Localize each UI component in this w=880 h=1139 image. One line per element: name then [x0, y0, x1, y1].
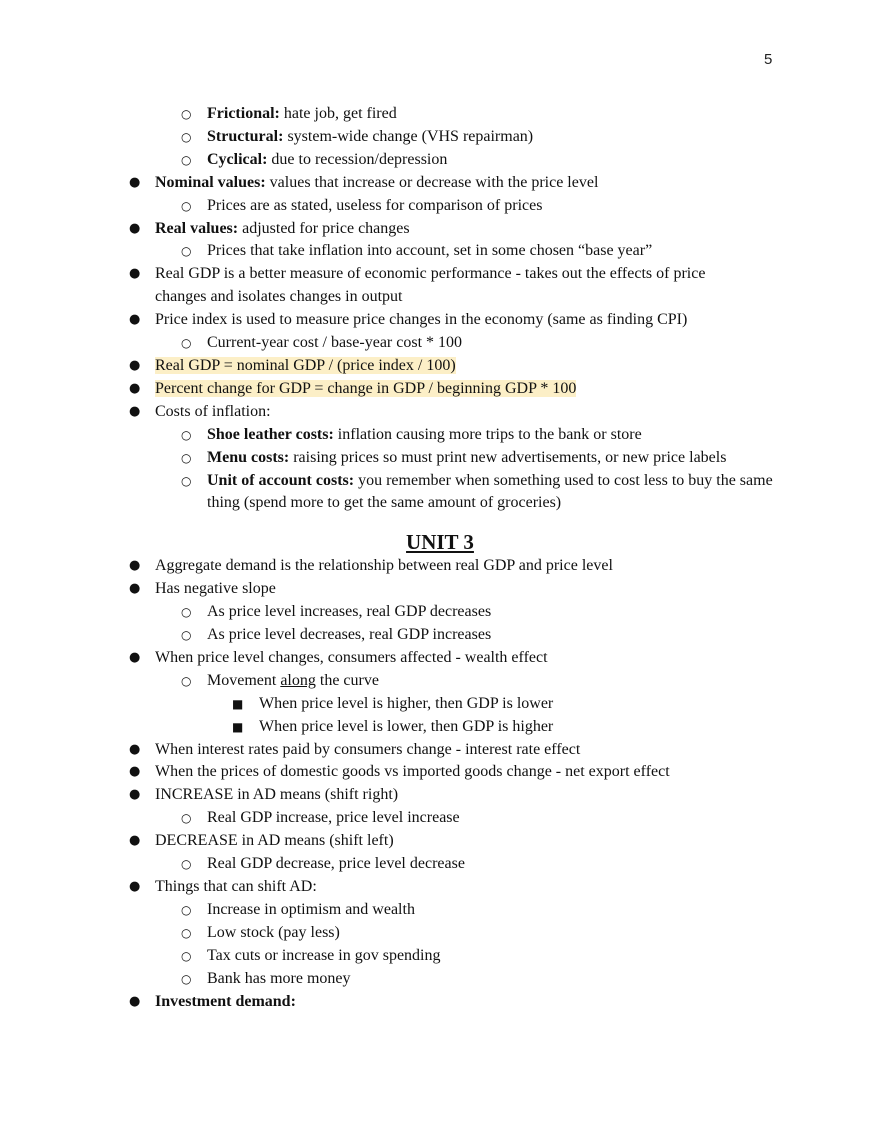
- list-item-text: [207, 901, 415, 918]
- bullet-icon: ○: [181, 857, 192, 872]
- list-item-text: [259, 718, 553, 735]
- term-label: Investment demand:: [155, 992, 296, 1010]
- bullet-icon: ○: [181, 605, 192, 620]
- list-item-text: [207, 947, 440, 964]
- bullet-icon: ○: [181, 450, 192, 465]
- list-item-text: [207, 626, 491, 643]
- page-number: 5: [764, 51, 773, 68]
- list-item-text: [155, 357, 456, 374]
- list-item: [0, 447, 880, 470]
- list-item-text: [155, 741, 580, 758]
- list-item-text: [207, 924, 340, 941]
- bullet-icon: ●: [129, 879, 141, 894]
- bullet-icon: ○: [181, 336, 192, 351]
- term-label: Cyclical:: [207, 150, 268, 168]
- list-item-text: [207, 128, 533, 145]
- list-item: [0, 218, 880, 241]
- list-item: [0, 355, 880, 378]
- bullet-icon: ●: [129, 558, 141, 574]
- bullet-icon: ○: [181, 673, 192, 688]
- bullet-icon: ●: [129, 357, 141, 373]
- list-item-text: [155, 649, 548, 666]
- list-item: [0, 103, 880, 126]
- list-item: [0, 309, 880, 332]
- list-item: [0, 716, 880, 739]
- bullet-icon: ○: [181, 948, 192, 963]
- bullet-icon: ●: [129, 993, 141, 1009]
- list-item-text: [207, 809, 460, 826]
- bullet-icon: ●: [129, 581, 141, 597]
- list-item-text: [155, 220, 410, 237]
- bullet-icon: ○: [181, 427, 192, 442]
- bullet-icon: ●: [129, 403, 141, 419]
- item-text: Real GDP = nominal GDP / (price index / 100): [155, 356, 456, 374]
- item-text: inflation causing more trips to the bank or store: [333, 425, 642, 443]
- underlined-word: along: [280, 671, 316, 689]
- item-text: Increase in optimism and wealth: [207, 900, 415, 918]
- list-item-text: [155, 763, 670, 780]
- list-item-text: [259, 695, 553, 712]
- list-item: [0, 263, 880, 309]
- item-text: system-wide change (VHS repairman): [283, 127, 534, 145]
- list-item-text: [155, 580, 276, 597]
- list-item: [0, 739, 880, 762]
- bullet-icon: ●: [129, 787, 141, 803]
- item-text: When price level is higher, then GDP is lower: [259, 694, 554, 712]
- list-item: [0, 424, 880, 447]
- item-text: When price level is lower, then GDP is higher: [259, 717, 554, 735]
- list-item-text: [155, 311, 687, 328]
- list-item: [0, 784, 880, 807]
- bullet-icon: ■: [232, 719, 244, 734]
- list-item-text: [155, 786, 398, 803]
- list-item: [0, 601, 880, 624]
- item-text: When interest rates paid by consumers change - interest rate effect: [155, 740, 581, 758]
- list-item: [0, 670, 880, 693]
- item-text: values that increase or decrease with the price level: [265, 173, 599, 191]
- list-item-text: [155, 878, 317, 895]
- term-label: Real values:: [155, 219, 239, 237]
- bullet-icon: ○: [181, 473, 192, 488]
- list-item: [0, 470, 880, 516]
- item-text: When price level changes, consumers affected - wealth effect: [155, 648, 548, 666]
- list-item: [0, 149, 880, 172]
- item-text: Current-year cost / base-year cost * 100: [207, 334, 463, 352]
- unit-heading: UNIT 3: [406, 530, 474, 555]
- list-item-text: [207, 334, 462, 351]
- item-text: When the prices of domestic goods vs imported goods change - net export effect: [155, 763, 670, 781]
- term-label: Unit of account costs:: [207, 471, 355, 489]
- list-item-text: [155, 380, 576, 397]
- bullet-icon: ●: [129, 649, 141, 665]
- bullet-icon: ●: [129, 380, 141, 396]
- term-label: Shoe leather costs:: [207, 425, 334, 443]
- item-text: hate job, get fired: [279, 105, 397, 122]
- notes-list-inflation: [0, 103, 880, 515]
- list-item: [0, 555, 880, 578]
- item-text: Has negative slope: [155, 580, 276, 598]
- list-item-text: [207, 449, 726, 466]
- list-item-text: [155, 993, 296, 1010]
- item-text: due to recession/depression: [267, 150, 448, 168]
- list-item: [0, 578, 880, 601]
- list-item-text: [207, 472, 773, 512]
- item-text: Aggregate demand is the relationship between real GDP and price level: [155, 557, 613, 575]
- list-item: [0, 693, 880, 716]
- list-item-text: [207, 970, 351, 987]
- list-item-text: [207, 197, 542, 214]
- bullet-icon: ●: [129, 220, 141, 236]
- list-item: [0, 830, 880, 853]
- list-item-text: [155, 557, 613, 574]
- item-text: adjusted for price changes: [238, 219, 410, 237]
- list-item: [0, 968, 880, 991]
- list-item: [0, 899, 880, 922]
- list-item-text: [155, 265, 705, 305]
- term-label: Menu costs:: [207, 448, 290, 466]
- bullet-icon: ○: [181, 811, 192, 826]
- notes-list-unit-3: [0, 555, 880, 1013]
- item-text: INCREASE in AD means (shift right): [155, 786, 399, 804]
- list-item-text: [155, 832, 394, 849]
- item-text: Real GDP decrease, price level decrease: [207, 855, 465, 873]
- item-text: Things that can shift AD:: [155, 878, 317, 895]
- item-text: raising prices so must print new advertisements, or new price labels: [289, 448, 727, 466]
- item-text: Prices that take inflation into account, set in some chosen “base year”: [207, 242, 653, 260]
- term-label: Frictional:: [207, 105, 280, 122]
- list-item: [0, 853, 880, 876]
- item-text: Bank has more money: [207, 969, 351, 987]
- list-item-text: [207, 105, 397, 122]
- list-item: [0, 378, 880, 401]
- list-item: [0, 761, 880, 784]
- bullet-icon: ○: [181, 971, 192, 986]
- list-item: [0, 401, 880, 424]
- bullet-icon: ●: [129, 764, 141, 780]
- list-item: [0, 624, 880, 647]
- item-text: Low stock (pay less): [207, 923, 340, 941]
- item-text: Tax cuts or increase in gov spending: [207, 946, 441, 964]
- bullet-icon: ○: [181, 129, 192, 144]
- bullet-icon: ●: [129, 833, 141, 849]
- list-item: [0, 807, 880, 830]
- list-item: [0, 240, 880, 263]
- item-text: Price index is used to measure price changes in the economy (same as finding CPI): [155, 311, 688, 329]
- item-text: Percent change for GDP = change in GDP / beginning GDP * 100: [155, 379, 577, 397]
- list-item: [0, 991, 880, 1014]
- bullet-icon: ●: [129, 266, 141, 282]
- item-text-after: the curve: [315, 671, 379, 689]
- list-item-text: [155, 174, 598, 191]
- bullet-icon: ○: [181, 244, 192, 259]
- bullet-icon: ○: [181, 925, 192, 940]
- list-item-text: [155, 403, 271, 420]
- list-item: [0, 126, 880, 149]
- bullet-icon: ○: [181, 902, 192, 917]
- bullet-icon: ■: [232, 696, 244, 711]
- list-item: [0, 876, 880, 899]
- bullet-icon: ○: [181, 198, 192, 213]
- bullet-icon: ○: [181, 107, 192, 121]
- list-item: [0, 647, 880, 670]
- item-text: Costs of inflation:: [155, 402, 271, 420]
- bullet-icon: ●: [129, 312, 141, 328]
- item-text: Movement: [207, 671, 281, 689]
- list-item: [0, 922, 880, 945]
- item-text: Prices are as stated, useless for comparison of prices: [207, 196, 543, 214]
- item-text: Real GDP increase, price level increase: [207, 809, 460, 827]
- list-item-text: [207, 426, 642, 443]
- list-item-text: [207, 672, 379, 689]
- list-item-text: [207, 603, 491, 620]
- term-label: Structural:: [207, 127, 284, 145]
- list-item: [0, 172, 880, 195]
- bullet-icon: ●: [129, 174, 141, 190]
- item-text: DECREASE in AD means (shift left): [155, 832, 394, 850]
- bullet-icon: ○: [181, 152, 192, 167]
- bullet-icon: ●: [129, 741, 141, 757]
- item-text: you remember when something used to cost less to buy the same thing (spend more to get the same amount of groceries): [207, 471, 773, 512]
- item-text: As price level increases, real GDP decreases: [207, 603, 492, 621]
- term-label: Nominal values:: [155, 173, 266, 191]
- item-text: As price level decreases, real GDP increases: [207, 626, 492, 644]
- list-item: [0, 945, 880, 968]
- document-body: [0, 103, 880, 1013]
- list-item-text: [207, 242, 652, 259]
- bullet-icon: ○: [181, 628, 192, 643]
- list-item-text: [207, 855, 465, 872]
- list-item-text: [207, 151, 447, 168]
- list-item: [0, 195, 880, 218]
- item-text: Real GDP is a better measure of economic performance - takes out the effects of price changes and isolates changes in output: [155, 265, 706, 306]
- list-item: [0, 332, 880, 355]
